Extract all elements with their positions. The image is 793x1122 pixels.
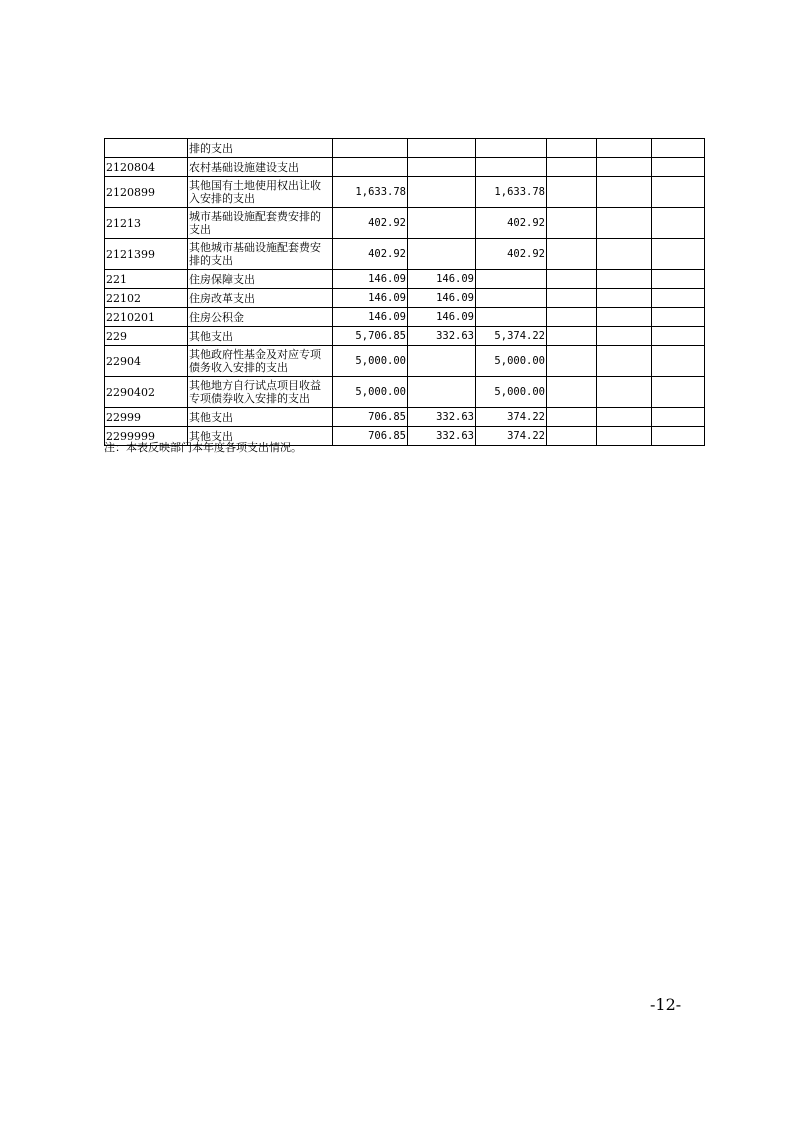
row-empty <box>547 158 597 177</box>
table-row <box>105 270 705 289</box>
row-basic <box>408 239 476 270</box>
row-project <box>476 158 547 177</box>
row-basic <box>408 139 476 158</box>
table-row <box>105 377 705 408</box>
expense-table <box>104 138 705 446</box>
row-basic <box>408 158 476 177</box>
row-empty <box>652 208 705 239</box>
row-total <box>333 158 408 177</box>
row-name: 住房公积金 <box>188 308 333 327</box>
row-empty <box>652 289 705 308</box>
row-empty <box>597 346 652 377</box>
row-empty <box>652 327 705 346</box>
row-code: 2290402 <box>105 377 188 408</box>
row-project: 5,000.00 <box>476 377 547 408</box>
row-code: 229 <box>105 327 188 346</box>
row-basic <box>408 208 476 239</box>
row-empty <box>547 270 597 289</box>
row-code: 22904 <box>105 346 188 377</box>
row-total: 5,000.00 <box>333 377 408 408</box>
row-empty <box>652 427 705 446</box>
row-total: 706.85 <box>333 427 408 446</box>
row-empty <box>597 208 652 239</box>
row-code: 221 <box>105 270 188 289</box>
row-empty <box>652 377 705 408</box>
row-total: 146.09 <box>333 308 408 327</box>
row-basic: 146.09 <box>408 289 476 308</box>
row-name: 其他支出 <box>188 408 333 427</box>
row-basic: 146.09 <box>408 270 476 289</box>
row-project: 402.92 <box>476 208 547 239</box>
page-number: -12- <box>650 995 682 1014</box>
row-empty <box>547 408 597 427</box>
row-project <box>476 289 547 308</box>
row-empty <box>547 346 597 377</box>
row-name: 其他政府性基金及对应专项债务收入安排的支出 <box>188 346 333 377</box>
row-total: 1,633.78 <box>333 177 408 208</box>
row-empty <box>597 289 652 308</box>
row-name: 住房改革支出 <box>188 289 333 308</box>
table-row <box>105 208 705 239</box>
row-empty <box>597 327 652 346</box>
row-project <box>476 308 547 327</box>
row-empty <box>652 408 705 427</box>
row-total: 402.92 <box>333 239 408 270</box>
row-total: 146.09 <box>333 289 408 308</box>
row-name: 其他地方自行试点项目收益专项债券收入安排的支出 <box>188 377 333 408</box>
row-empty <box>652 308 705 327</box>
row-code: 21213 <box>105 208 188 239</box>
row-empty <box>652 139 705 158</box>
table-row <box>105 289 705 308</box>
row-total: 706.85 <box>333 408 408 427</box>
row-total: 146.09 <box>333 270 408 289</box>
table-row <box>105 239 705 270</box>
row-code: 2120899 <box>105 177 188 208</box>
table-row <box>105 177 705 208</box>
row-basic: 332.63 <box>408 408 476 427</box>
row-project: 374.22 <box>476 427 547 446</box>
row-empty <box>597 139 652 158</box>
row-empty <box>597 158 652 177</box>
row-empty <box>547 208 597 239</box>
row-empty <box>652 177 705 208</box>
row-empty <box>597 377 652 408</box>
table-row <box>105 346 705 377</box>
row-empty <box>597 308 652 327</box>
row-basic <box>408 377 476 408</box>
row-basic <box>408 177 476 208</box>
row-name: 城市基础设施配套费安排的支出 <box>188 208 333 239</box>
row-empty <box>547 327 597 346</box>
row-project: 5,374.22 <box>476 327 547 346</box>
row-code: 2299999 <box>105 427 188 446</box>
row-empty <box>547 239 597 270</box>
row-empty <box>652 239 705 270</box>
row-total: 5,706.85 <box>333 327 408 346</box>
row-name: 其他支出 <box>188 327 333 346</box>
row-name: 其他城市基础设施配套费安排的支出 <box>188 239 333 270</box>
table-row <box>105 408 705 427</box>
row-total: 402.92 <box>333 208 408 239</box>
row-project: 1,633.78 <box>476 177 547 208</box>
row-empty <box>652 270 705 289</box>
row-empty <box>597 427 652 446</box>
row-empty <box>652 158 705 177</box>
row-project: 402.92 <box>476 239 547 270</box>
row-basic: 332.63 <box>408 427 476 446</box>
row-empty <box>547 177 597 208</box>
table-row <box>105 308 705 327</box>
row-project: 374.22 <box>476 408 547 427</box>
row-project: 5,000.00 <box>476 346 547 377</box>
row-basic: 332.63 <box>408 327 476 346</box>
row-code: 2120804 <box>105 158 188 177</box>
row-empty <box>597 177 652 208</box>
row-empty <box>547 289 597 308</box>
row-total: 5,000.00 <box>333 346 408 377</box>
row-empty <box>597 270 652 289</box>
row-code: 22102 <box>105 289 188 308</box>
row-empty <box>547 377 597 408</box>
row-basic <box>408 346 476 377</box>
row-empty <box>547 427 597 446</box>
row-name: 农村基础设施建设支出 <box>188 158 333 177</box>
row-project <box>476 270 547 289</box>
row-code <box>105 139 188 158</box>
row-empty <box>652 346 705 377</box>
row-name: 住房保障支出 <box>188 270 333 289</box>
row-empty <box>597 408 652 427</box>
row-code: 2210201 <box>105 308 188 327</box>
row-total <box>333 139 408 158</box>
table-row <box>105 327 705 346</box>
table-row <box>105 158 705 177</box>
row-code: 2121399 <box>105 239 188 270</box>
row-empty <box>547 308 597 327</box>
row-name: 排的支出 <box>188 139 333 158</box>
table-row <box>105 139 705 158</box>
table-note: 注：本表反映部门本年度各项支出情况。 <box>104 441 302 454</box>
row-code: 22999 <box>105 408 188 427</box>
row-name: 其他国有土地使用权出让收入安排的支出 <box>188 177 333 208</box>
row-empty <box>547 139 597 158</box>
row-empty <box>597 239 652 270</box>
row-project <box>476 139 547 158</box>
row-name: 其他支出 <box>188 427 333 446</box>
row-basic: 146.09 <box>408 308 476 327</box>
